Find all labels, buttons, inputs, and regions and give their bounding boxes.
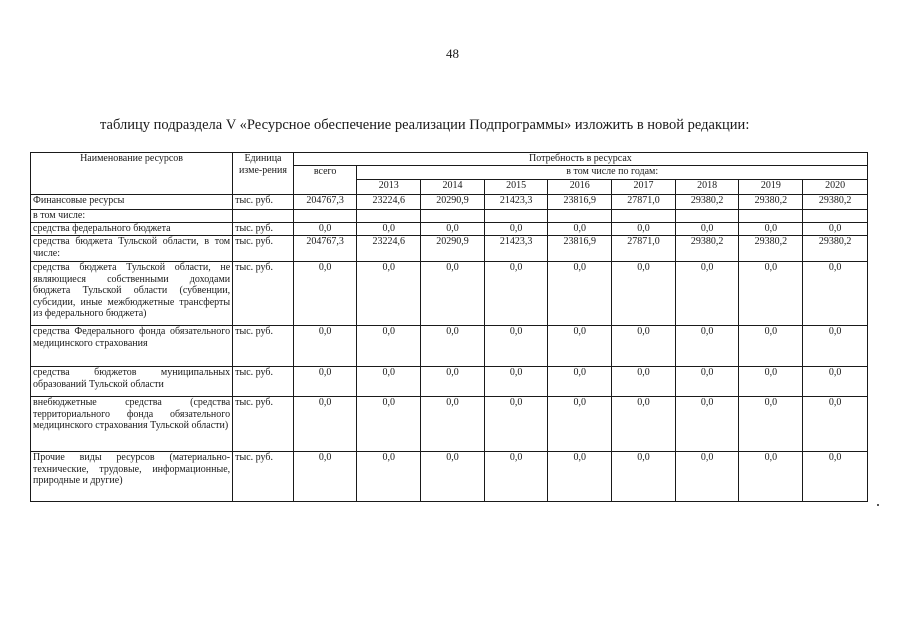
- value-year: 0,0: [612, 223, 676, 236]
- value-year: 29380,2: [739, 236, 803, 262]
- value-year: 0,0: [739, 397, 803, 452]
- header-year: 2019: [739, 180, 803, 195]
- value-year: 0,0: [803, 223, 868, 236]
- value-total: 0,0: [293, 326, 357, 367]
- value-year: 0,0: [803, 452, 868, 502]
- table-row: [31, 326, 868, 367]
- value-year: 20290,9: [421, 195, 485, 210]
- value-year: 0,0: [803, 262, 868, 326]
- value-year: 27871,0: [612, 236, 676, 262]
- resource-unit: тыс. руб.: [233, 326, 294, 367]
- value-year: 0,0: [421, 223, 485, 236]
- header-total: всего: [293, 166, 357, 195]
- value-year: 29380,2: [675, 236, 739, 262]
- value-year: 27871,0: [612, 195, 676, 210]
- value-year: 0,0: [421, 326, 485, 367]
- value-year: 29380,2: [675, 195, 739, 210]
- value-year: 0,0: [548, 223, 612, 236]
- page-number: 48: [446, 46, 459, 61]
- value-year: 0,0: [421, 397, 485, 452]
- resource-unit: тыс. руб.: [233, 195, 294, 210]
- value-year: [357, 210, 421, 223]
- value-year: 0,0: [548, 397, 612, 452]
- header-year: 2013: [357, 180, 421, 195]
- value-year: 0,0: [357, 367, 421, 397]
- resource-unit: тыс. руб.: [233, 262, 294, 326]
- value-total: 0,0: [293, 397, 357, 452]
- value-year: 0,0: [612, 326, 676, 367]
- table-row: [31, 195, 868, 210]
- value-year: 29380,2: [803, 195, 868, 210]
- value-year: 0,0: [421, 452, 485, 502]
- table-row: [31, 367, 868, 397]
- value-total: 204767,3: [293, 195, 357, 210]
- value-year: 0,0: [612, 367, 676, 397]
- value-year: [803, 210, 868, 223]
- value-year: [421, 210, 485, 223]
- value-year: 0,0: [357, 262, 421, 326]
- value-year: 23224,6: [357, 236, 421, 262]
- value-total: 204767,3: [293, 236, 357, 262]
- value-year: 0,0: [675, 452, 739, 502]
- header-name: Наименование ресурсов: [31, 153, 233, 195]
- resource-name: Прочие виды ресурсов (материально-технические, трудовые, информационные, природные и другие): [31, 452, 233, 502]
- value-year: [739, 210, 803, 223]
- value-year: 21423,3: [484, 195, 548, 210]
- value-year: 0,0: [548, 367, 612, 397]
- value-year: 0,0: [739, 262, 803, 326]
- resource-unit: тыс. руб.: [233, 452, 294, 502]
- value-total: 0,0: [293, 367, 357, 397]
- value-year: [612, 210, 676, 223]
- resource-unit: тыс. руб.: [233, 367, 294, 397]
- value-year: 0,0: [675, 223, 739, 236]
- value-year: [548, 210, 612, 223]
- value-year: 0,0: [548, 262, 612, 326]
- table-row: [31, 223, 868, 236]
- value-year: 0,0: [484, 223, 548, 236]
- resource-name: в том числе:: [31, 210, 233, 223]
- header-year: 2016: [548, 180, 612, 195]
- intro-text: таблицу подраздела V «Ресурсное обеспечение реализации Подпрограммы» изложить в новой редакции:: [100, 117, 750, 133]
- resource-name: внебюджетные средства (средства территориального фонда обязательного медицинского страхования Тульской области): [31, 397, 233, 452]
- resource-name: средства бюджета Тульской области, в том числе:: [31, 236, 233, 262]
- value-year: 29380,2: [803, 236, 868, 262]
- header-need: Потребность в ресурсах: [293, 153, 867, 166]
- header-year: 2015: [484, 180, 548, 195]
- resource-unit: тыс. руб.: [233, 236, 294, 262]
- resource-name: средства бюджетов муниципальных образований Тульской области: [31, 367, 233, 397]
- value-year: 0,0: [548, 452, 612, 502]
- table-row: [31, 236, 868, 262]
- scan-speck: [877, 504, 879, 506]
- value-year: 0,0: [675, 367, 739, 397]
- table-row: [31, 452, 868, 502]
- value-year: 0,0: [739, 367, 803, 397]
- value-year: 0,0: [739, 452, 803, 502]
- value-year: 0,0: [803, 326, 868, 367]
- resource-name: средства Федерального фонда обязательного медицинского страхования: [31, 326, 233, 367]
- value-year: 0,0: [357, 452, 421, 502]
- header-year: 2014: [421, 180, 485, 195]
- value-year: 0,0: [675, 326, 739, 367]
- value-year: 0,0: [484, 452, 548, 502]
- value-total: 0,0: [293, 452, 357, 502]
- value-year: [675, 210, 739, 223]
- value-year: 0,0: [548, 326, 612, 367]
- header-unit: Единица изме-рения: [233, 153, 294, 195]
- value-year: [484, 210, 548, 223]
- table-row: [31, 210, 868, 223]
- resource-unit: тыс. руб.: [233, 397, 294, 452]
- value-year: 23224,6: [357, 195, 421, 210]
- value-year: 0,0: [484, 367, 548, 397]
- value-year: 0,0: [739, 223, 803, 236]
- value-year: 0,0: [803, 397, 868, 452]
- value-year: 0,0: [357, 326, 421, 367]
- header-year: 2020: [803, 180, 868, 195]
- value-year: 0,0: [675, 397, 739, 452]
- value-year: 0,0: [484, 262, 548, 326]
- resources-table: [30, 152, 868, 502]
- value-year: 23816,9: [548, 236, 612, 262]
- value-year: 20290,9: [421, 236, 485, 262]
- header-year: 2018: [675, 180, 739, 195]
- value-year: 0,0: [357, 397, 421, 452]
- value-total: 0,0: [293, 223, 357, 236]
- header-by-years: в том числе по годам:: [357, 166, 868, 180]
- resource-name: средства федерального бюджета: [31, 223, 233, 236]
- value-year: 0,0: [421, 262, 485, 326]
- value-year: 0,0: [484, 326, 548, 367]
- resource-unit: тыс. руб.: [233, 223, 294, 236]
- header-year: 2017: [612, 180, 676, 195]
- value-year: 0,0: [421, 367, 485, 397]
- value-year: 0,0: [612, 262, 676, 326]
- resource-name: средства бюджета Тульской области, не являющиеся собственными доходами бюджета Тульской области (субвенции, субсидии, иные межбюджетные трансферты из федерального бюджета): [31, 262, 233, 326]
- value-year: 0,0: [675, 262, 739, 326]
- value-total: 0,0: [293, 262, 357, 326]
- resource-name: Финансовые ресурсы: [31, 195, 233, 210]
- value-total: [293, 210, 357, 223]
- value-year: 29380,2: [739, 195, 803, 210]
- value-year: 0,0: [739, 326, 803, 367]
- value-year: 0,0: [357, 223, 421, 236]
- table-row: [31, 397, 868, 452]
- value-year: 0,0: [612, 397, 676, 452]
- value-year: 0,0: [612, 452, 676, 502]
- value-year: 23816,9: [548, 195, 612, 210]
- value-year: 21423,3: [484, 236, 548, 262]
- value-year: 0,0: [484, 397, 548, 452]
- resource-unit: [233, 210, 294, 223]
- value-year: 0,0: [803, 367, 868, 397]
- table-row: [31, 262, 868, 326]
